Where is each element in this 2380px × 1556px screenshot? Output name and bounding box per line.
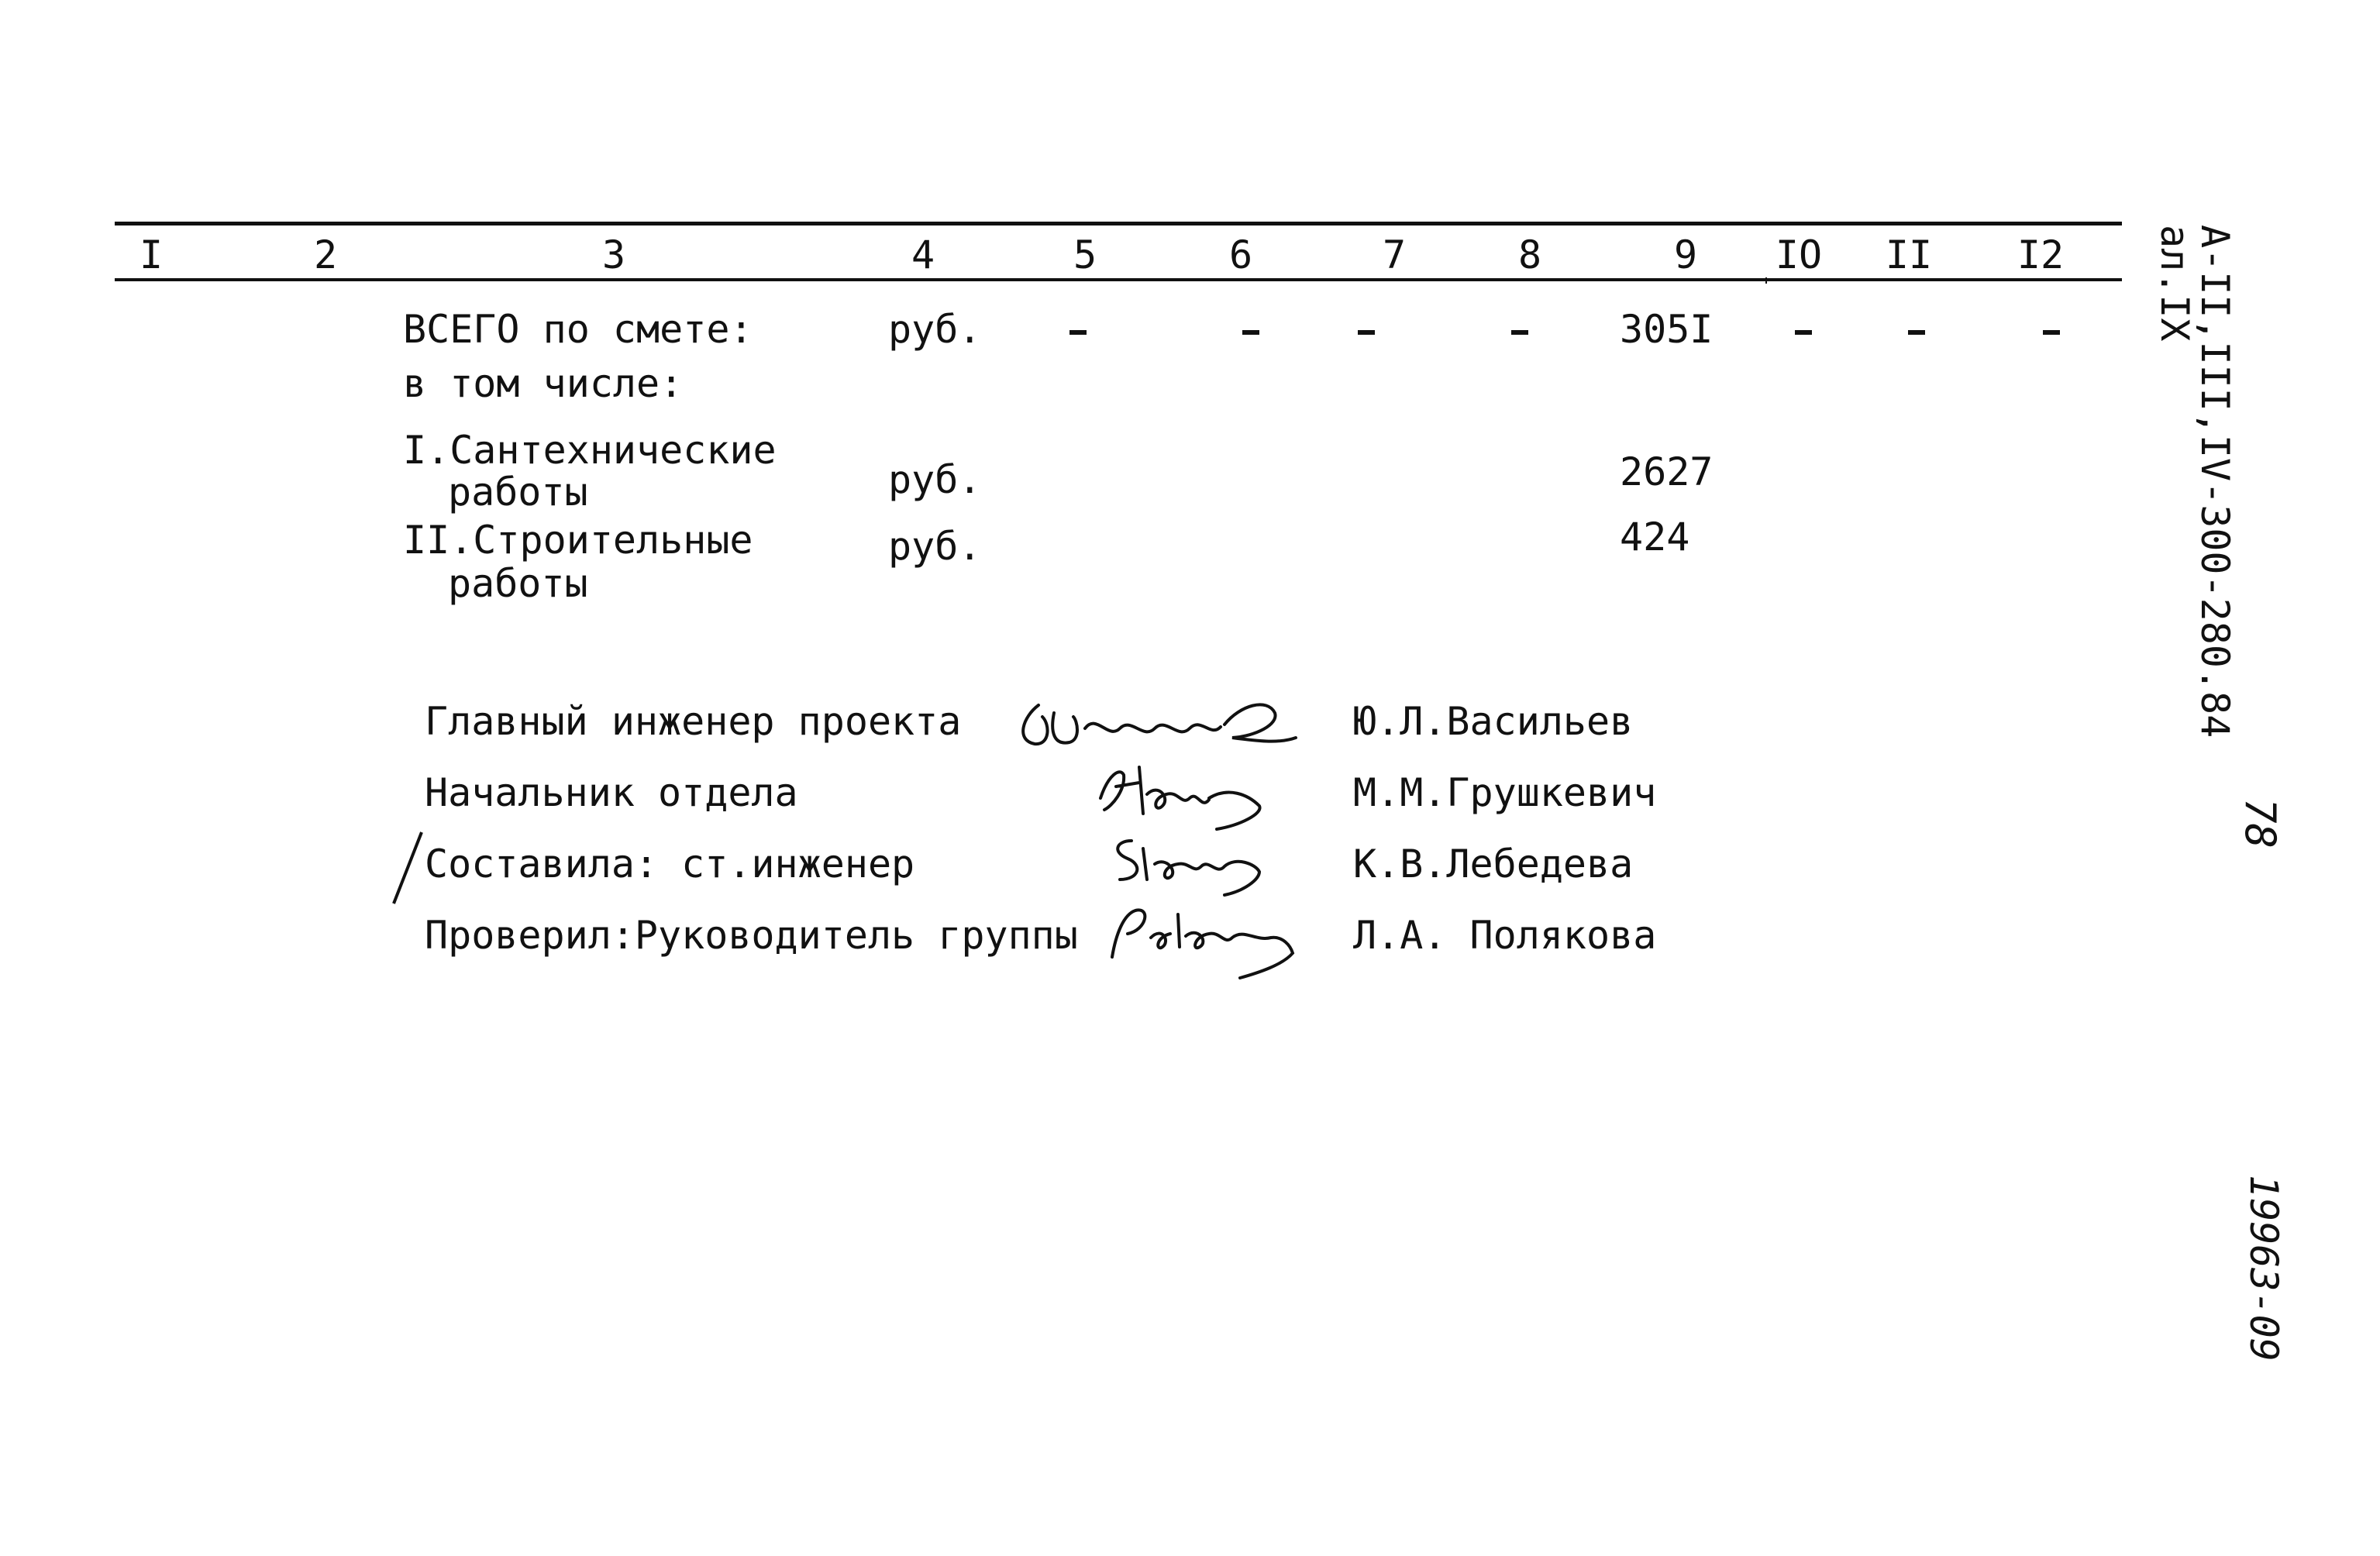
row-name-line1: II.Строительные (403, 518, 753, 563)
document-number (2241, 1175, 2286, 1362)
table-header-sep-col9-10 (1765, 277, 1767, 284)
col-header-10: IO (1775, 232, 1823, 277)
row-value-col9: 2627 (1620, 449, 1714, 494)
table-top-rule (115, 222, 2122, 225)
signature-role: Начальник отдела (425, 770, 798, 815)
margin-album: ал.IX (2152, 225, 2197, 342)
row-name-line1: I.Сантехнические (403, 428, 777, 473)
margin-code-line1: А-II,III,IV-300-280.84 (2192, 225, 2237, 738)
row-name: в том числе: (403, 361, 684, 406)
value-dash-col11 (1908, 330, 1925, 335)
col-header-11: II (1885, 232, 1933, 277)
handwritten-signature (1093, 891, 1302, 984)
signature-role: Составила: ст.инженер (425, 842, 915, 886)
col-header-5: 5 (1073, 232, 1097, 277)
row-name: ВСЕГО по смете: (403, 307, 753, 352)
document-number-text: 19963-09 (2241, 1175, 2286, 1362)
col-header-7: 7 (1382, 232, 1407, 277)
col-header-3: 3 (601, 232, 626, 277)
value-dash-col5 (1069, 330, 1087, 335)
margin-code (2154, 225, 2235, 738)
row-total-col9: 305I (1620, 307, 1714, 352)
handwritten-signature (1100, 821, 1271, 899)
col-header-1: I (139, 232, 164, 277)
margin-slash-mark (387, 829, 426, 907)
row-unit: руб. (888, 524, 982, 569)
signature-name: К.В.Лебедева (1353, 842, 1634, 886)
signature-role: Главный инженер проекта (425, 699, 962, 744)
row-value-col9: 424 (1620, 515, 1690, 559)
value-dash-col7 (1358, 330, 1375, 335)
row-unit: руб. (888, 307, 982, 352)
row-unit: руб. (888, 457, 982, 502)
table-header-rule (115, 278, 2122, 281)
row-name-line2: работы (448, 470, 588, 515)
col-header-8: 8 (1517, 232, 1542, 277)
col-header-2: 2 (313, 232, 338, 277)
col-header-9: 9 (1673, 232, 1698, 277)
value-dash-col12 (2043, 330, 2060, 335)
signature-role: Проверил:Руководитель группы (425, 913, 1078, 958)
col-header-4: 4 (911, 232, 935, 277)
signature-name: Л.А. Полякова (1353, 913, 1657, 958)
value-dash-col10 (1795, 330, 1812, 335)
value-dash-col6 (1242, 330, 1259, 335)
signature-name: Ю.Л.Васильев (1353, 699, 1634, 744)
col-header-12: I2 (2017, 232, 2065, 277)
page-number (2236, 798, 2285, 849)
col-header-6: 6 (1228, 232, 1253, 277)
page-number-text: 78 (2236, 798, 2285, 849)
signature-name: М.М.Грушкевич (1353, 770, 1657, 815)
row-name-line2: работы (448, 561, 588, 606)
value-dash-col8 (1511, 330, 1528, 335)
handwritten-signature (1007, 682, 1302, 759)
